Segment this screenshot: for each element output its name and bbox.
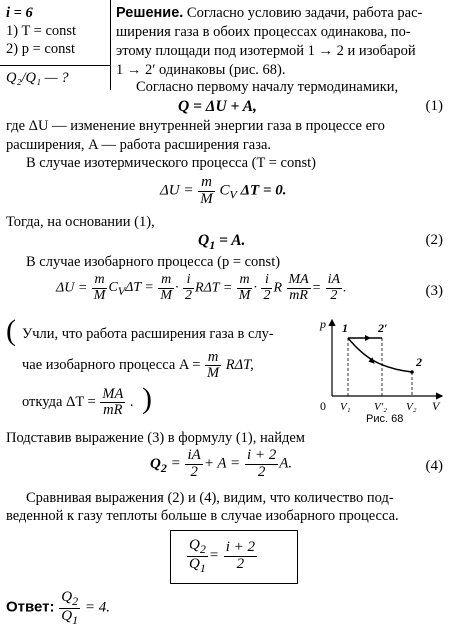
equation-2 — [198, 232, 245, 253]
note-l3-fraction — [100, 387, 125, 418]
equation-4: $Q_2$ = $\frac{iA}{2}$ + A = $\frac{i + 2}{2}$ A. — [150, 447, 293, 480]
equation-isothermal — [160, 175, 287, 208]
note-l2-den: M — [207, 365, 220, 382]
solution-p4: В случае изотермического процесса (T = const) — [26, 155, 316, 171]
answer-fraction: $\frac{Q_2}{Q_1}$ — [61, 589, 79, 627]
given-isothermal: 1) T = const — [6, 23, 77, 39]
isotherm-curve — [348, 338, 412, 372]
solution-p6: В случае изобарного процесса (p = const) — [26, 254, 281, 270]
given-divider-vertical — [110, 0, 111, 90]
answer-label: Ответ: — [6, 598, 55, 616]
fig-y-label: p — [320, 317, 326, 331]
note-l3: откуда ΔT = $\frac{MA}{mR}$ . — [22, 386, 134, 419]
note-l2-end: RΔT, — [225, 357, 254, 374]
fig-pt1: 1 — [342, 321, 348, 335]
fig-v2p: V′₂ — [374, 401, 387, 413]
eq-iso-left: ΔU = — [160, 182, 194, 199]
fig-pt2p: 2′ — [378, 321, 388, 335]
note-l2 — [22, 350, 254, 381]
solution-label: Решение. — [116, 5, 184, 21]
fig-pt2: 2 — [416, 355, 422, 369]
note-l3-den: mR — [103, 402, 123, 419]
fig-caption: Рис. 68 — [366, 413, 404, 424]
note-l2-num: m — [205, 350, 221, 366]
note-l3-text: откуда ΔT = — [22, 394, 96, 411]
solution-p1-l2: ширения газа в обоих процессах одинакова, по- — [116, 24, 411, 40]
solution-p2: Согласно первому началу термодинамики, — [136, 79, 399, 95]
figure-68 — [318, 316, 450, 424]
result-formula: $\frac{Q_2}{Q_1}$ = $\frac{i + 2}{2}$ — [189, 537, 256, 575]
equation-2-number: (2) — [425, 232, 443, 248]
solution-p3-l2: расширения, A — работа расширения газа. — [6, 137, 272, 153]
solution-p7: Подставив выражение (3) в формулу (1), найдем — [6, 430, 305, 446]
eq-iso-den: M — [200, 190, 213, 207]
fig-x-label: V — [432, 399, 440, 413]
equation-3-number: (3) — [425, 283, 443, 299]
fig-v2: V₂ — [406, 401, 417, 413]
solution-p1-l4: 1 → 2′ одинаковы (рис. 68). — [116, 62, 286, 78]
solution-p3-l1: где ΔU — изменение внутренней энергии газа в процессе его — [6, 118, 385, 134]
equation-3: ΔU = $\frac{m}{M}$ $C_V\Delta T$ = $\frac{m}{M}$ · $\frac{i}{2}$ RΔT = $\frac{m}{M}$ · $\frac{i}{2}$ R $\frac{MA}{mR}$ = $\frac{iA}{2}$ . — [56, 272, 347, 303]
solution-p5: Тогда, на основании (1), — [6, 214, 155, 230]
eq2-sub: 1 — [209, 238, 216, 253]
equation-1-number: (1) — [425, 98, 443, 114]
answer-line — [6, 590, 110, 626]
solution-p8-l2: веденной к газу теплоты больше в случае изобарного процесса. — [6, 508, 399, 524]
given-i: i = 6 — [6, 5, 33, 21]
note-paren-close: ) — [142, 382, 152, 415]
note-l2-fraction — [205, 350, 221, 381]
eq-iso-c: C — [219, 182, 230, 199]
equation-4-number: (4) — [425, 458, 443, 474]
fig-v1: V₁ — [340, 401, 351, 413]
solution-p1-l1: Согласно условию задачи, работа рас- — [186, 5, 423, 21]
eq-iso-num: m — [198, 175, 215, 192]
eq-iso-end: ΔT = 0. — [240, 182, 287, 199]
note-l1: Учли, что работа расширения газа в слу- — [22, 326, 274, 342]
eq-iso-fraction — [198, 175, 215, 208]
eq2-q: Q — [198, 232, 210, 249]
note-l3-num: MA — [102, 386, 124, 402]
note-paren-open: ( — [6, 314, 16, 347]
equation-1: Q = ΔU + A, — [178, 98, 257, 115]
note-l2-text: чае изобарного процесса A = — [22, 357, 201, 374]
solution-line-1 — [116, 5, 422, 22]
given-find: Q₂/Q₁ — ? — [6, 70, 69, 86]
answer-value: = 4. — [84, 599, 110, 616]
solution-p1-l3: этому площади под изотермой 1 → 2 и изобарой — [116, 43, 416, 59]
fig-origin: 0 — [320, 399, 326, 413]
solution-p8-l1: Сравнивая выражения (2) и (4), видим, что количество под- — [26, 490, 394, 506]
given-divider-horizontal — [0, 65, 110, 66]
given-isobaric: 2) p = const — [6, 41, 75, 57]
eq-iso-sub: V — [229, 187, 237, 202]
point-2 — [410, 370, 414, 374]
eq2-right: = A. — [219, 232, 246, 249]
